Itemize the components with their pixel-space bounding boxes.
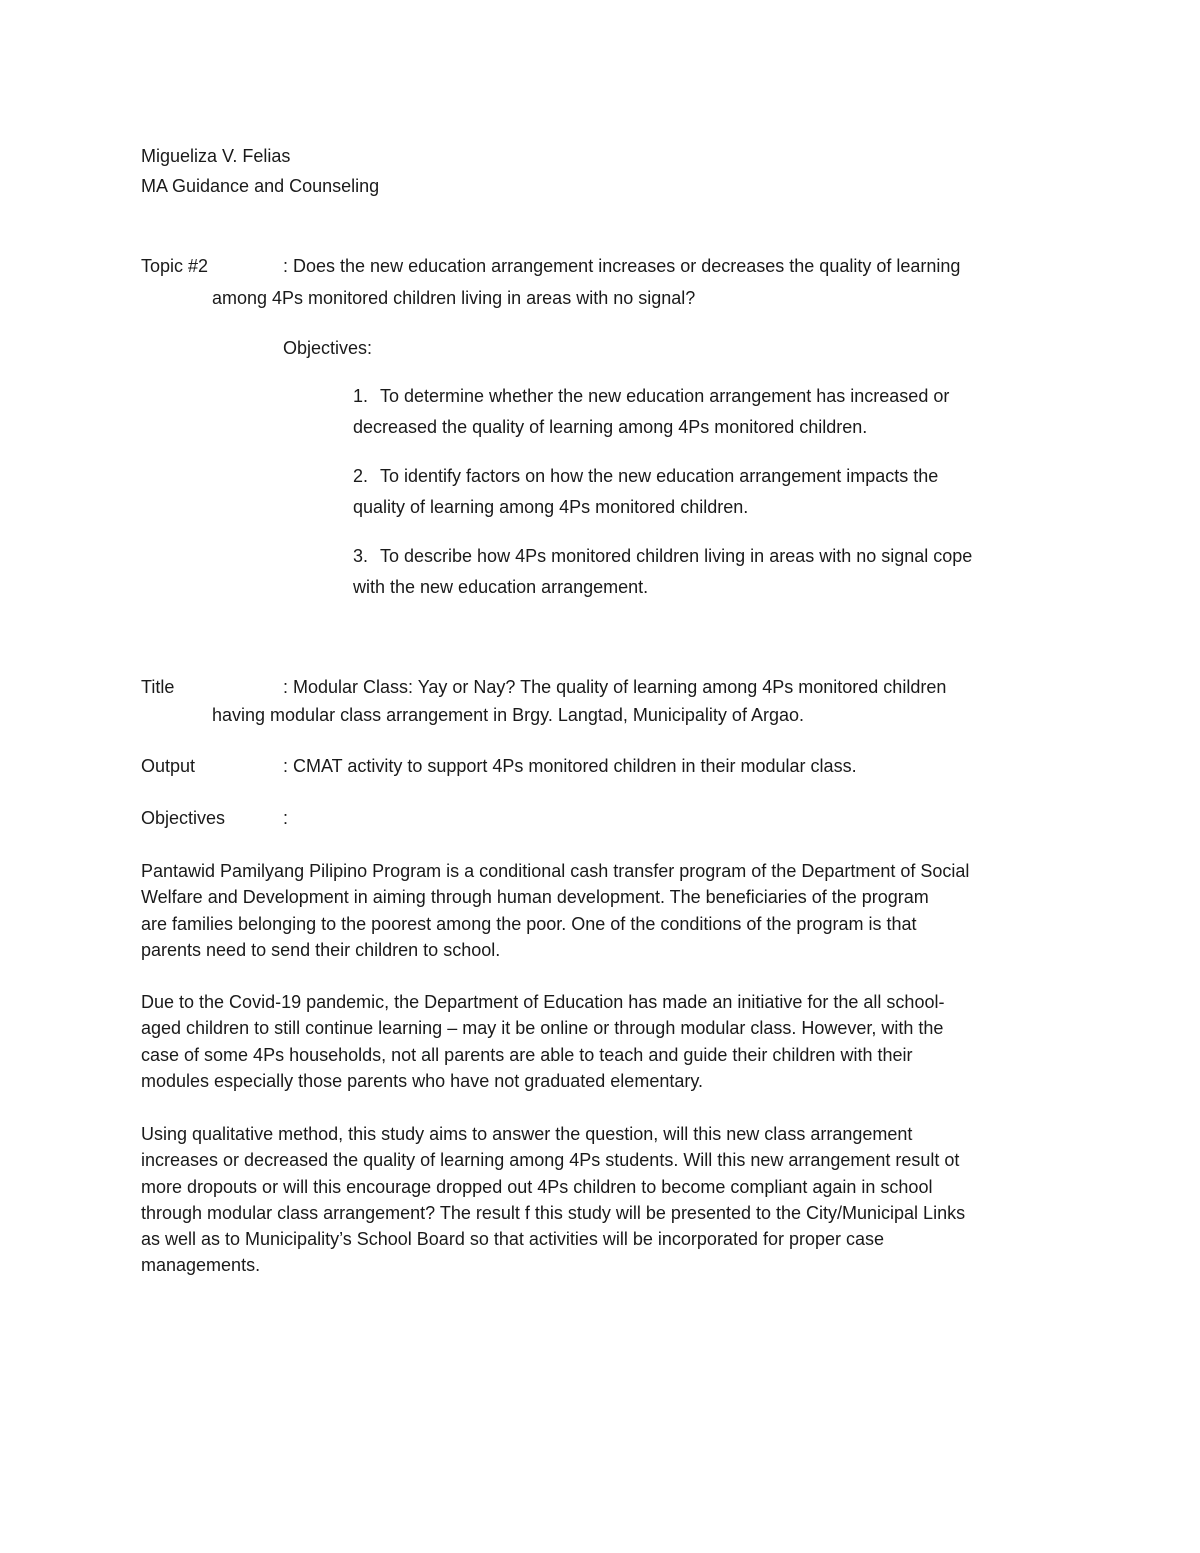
title-label: Title	[141, 677, 175, 697]
objective-line: decreased the quality of learning among 4Ps monitored children.	[353, 417, 868, 437]
paragraph-line: increases or decreased the quality of learning among 4Ps students. Will this new arrangement result ot	[141, 1150, 960, 1171]
objective-line: quality of learning among 4Ps monitored children.	[353, 497, 749, 517]
topic-label: Topic #2	[141, 256, 209, 276]
output-label: Output	[141, 756, 196, 776]
title-text-line1: : Modular Class: Yay or Nay? The quality of learning among 4Ps monitored children	[283, 677, 947, 697]
objective-number: 1.	[353, 386, 369, 406]
body-paragraph	[141, 989, 1071, 1094]
paragraph-line: Welfare and Development in aiming through human development. The beneficiaries of the program	[141, 887, 929, 908]
paragraph-line: parents need to send their children to school.	[141, 939, 501, 960]
body-paragraph	[141, 1121, 1071, 1279]
objectives-section-colon: :	[283, 808, 289, 828]
title-text-line2: having modular class arrangement in Brgy. Langtad, Municipality of Argao.	[212, 705, 804, 725]
objective-number: 3.	[353, 546, 369, 566]
paragraph-line: are families belonging to the poorest among the poor. One of the conditions of the program is that	[141, 913, 917, 934]
objectives-section-label: Objectives	[141, 808, 226, 828]
topic-text-line1: : Does the new education arrangement increases or decreases the quality of learning	[283, 256, 961, 276]
output-text: : CMAT activity to support 4Ps monitored children in their modular class.	[283, 756, 857, 776]
topic-objectives-label: Objectives:	[283, 338, 373, 358]
paragraph-line: case of some 4Ps households, not all parents are able to teach and guide their children with their	[141, 1044, 913, 1065]
objective-line: To determine whether the new education arrangement has increased or	[380, 386, 950, 406]
paragraph-line: managements.	[141, 1255, 261, 1276]
objective-line: with the new education arrangement.	[353, 577, 649, 597]
objective-line: To identify factors on how the new education arrangement impacts the	[380, 466, 939, 486]
objective-line: To describe how 4Ps monitored children living in areas with no signal cope	[380, 546, 973, 566]
program-name: MA Guidance and Counseling	[141, 176, 380, 196]
body-paragraph	[141, 858, 1071, 963]
topic-text-line2: among 4Ps monitored children living in areas with no signal?	[212, 288, 696, 308]
paragraph-line: Pantawid Pamilyang Pilipino Program is a conditional cash transfer program of the Department of Social	[141, 861, 970, 881]
author-name: Migueliza V. Felias	[141, 146, 291, 166]
paragraph-line: as well as to Municipality’s School Board so that activities will be incorporated for proper case	[141, 1229, 885, 1250]
paragraph-line: more dropouts or will this encourage dropped out 4Ps children to become compliant again in school	[141, 1176, 933, 1197]
objective-number: 2.	[353, 466, 369, 486]
paragraph-line: Due to the Covid-19 pandemic, the Department of Education has made an initiative for the all school-	[141, 992, 945, 1012]
paragraph-line: modules especially those parents who have not graduated elementary.	[141, 1070, 704, 1091]
paragraph-line: aged children to still continue learning – may it be online or through modular class. However, with the	[141, 1018, 944, 1039]
paragraph-line: through modular class arrangement? The result f this study will be presented to the City/Municipal Links	[141, 1202, 966, 1223]
paragraph-line: Using qualitative method, this study aims to answer the question, will this new class arrangement	[141, 1124, 913, 1144]
